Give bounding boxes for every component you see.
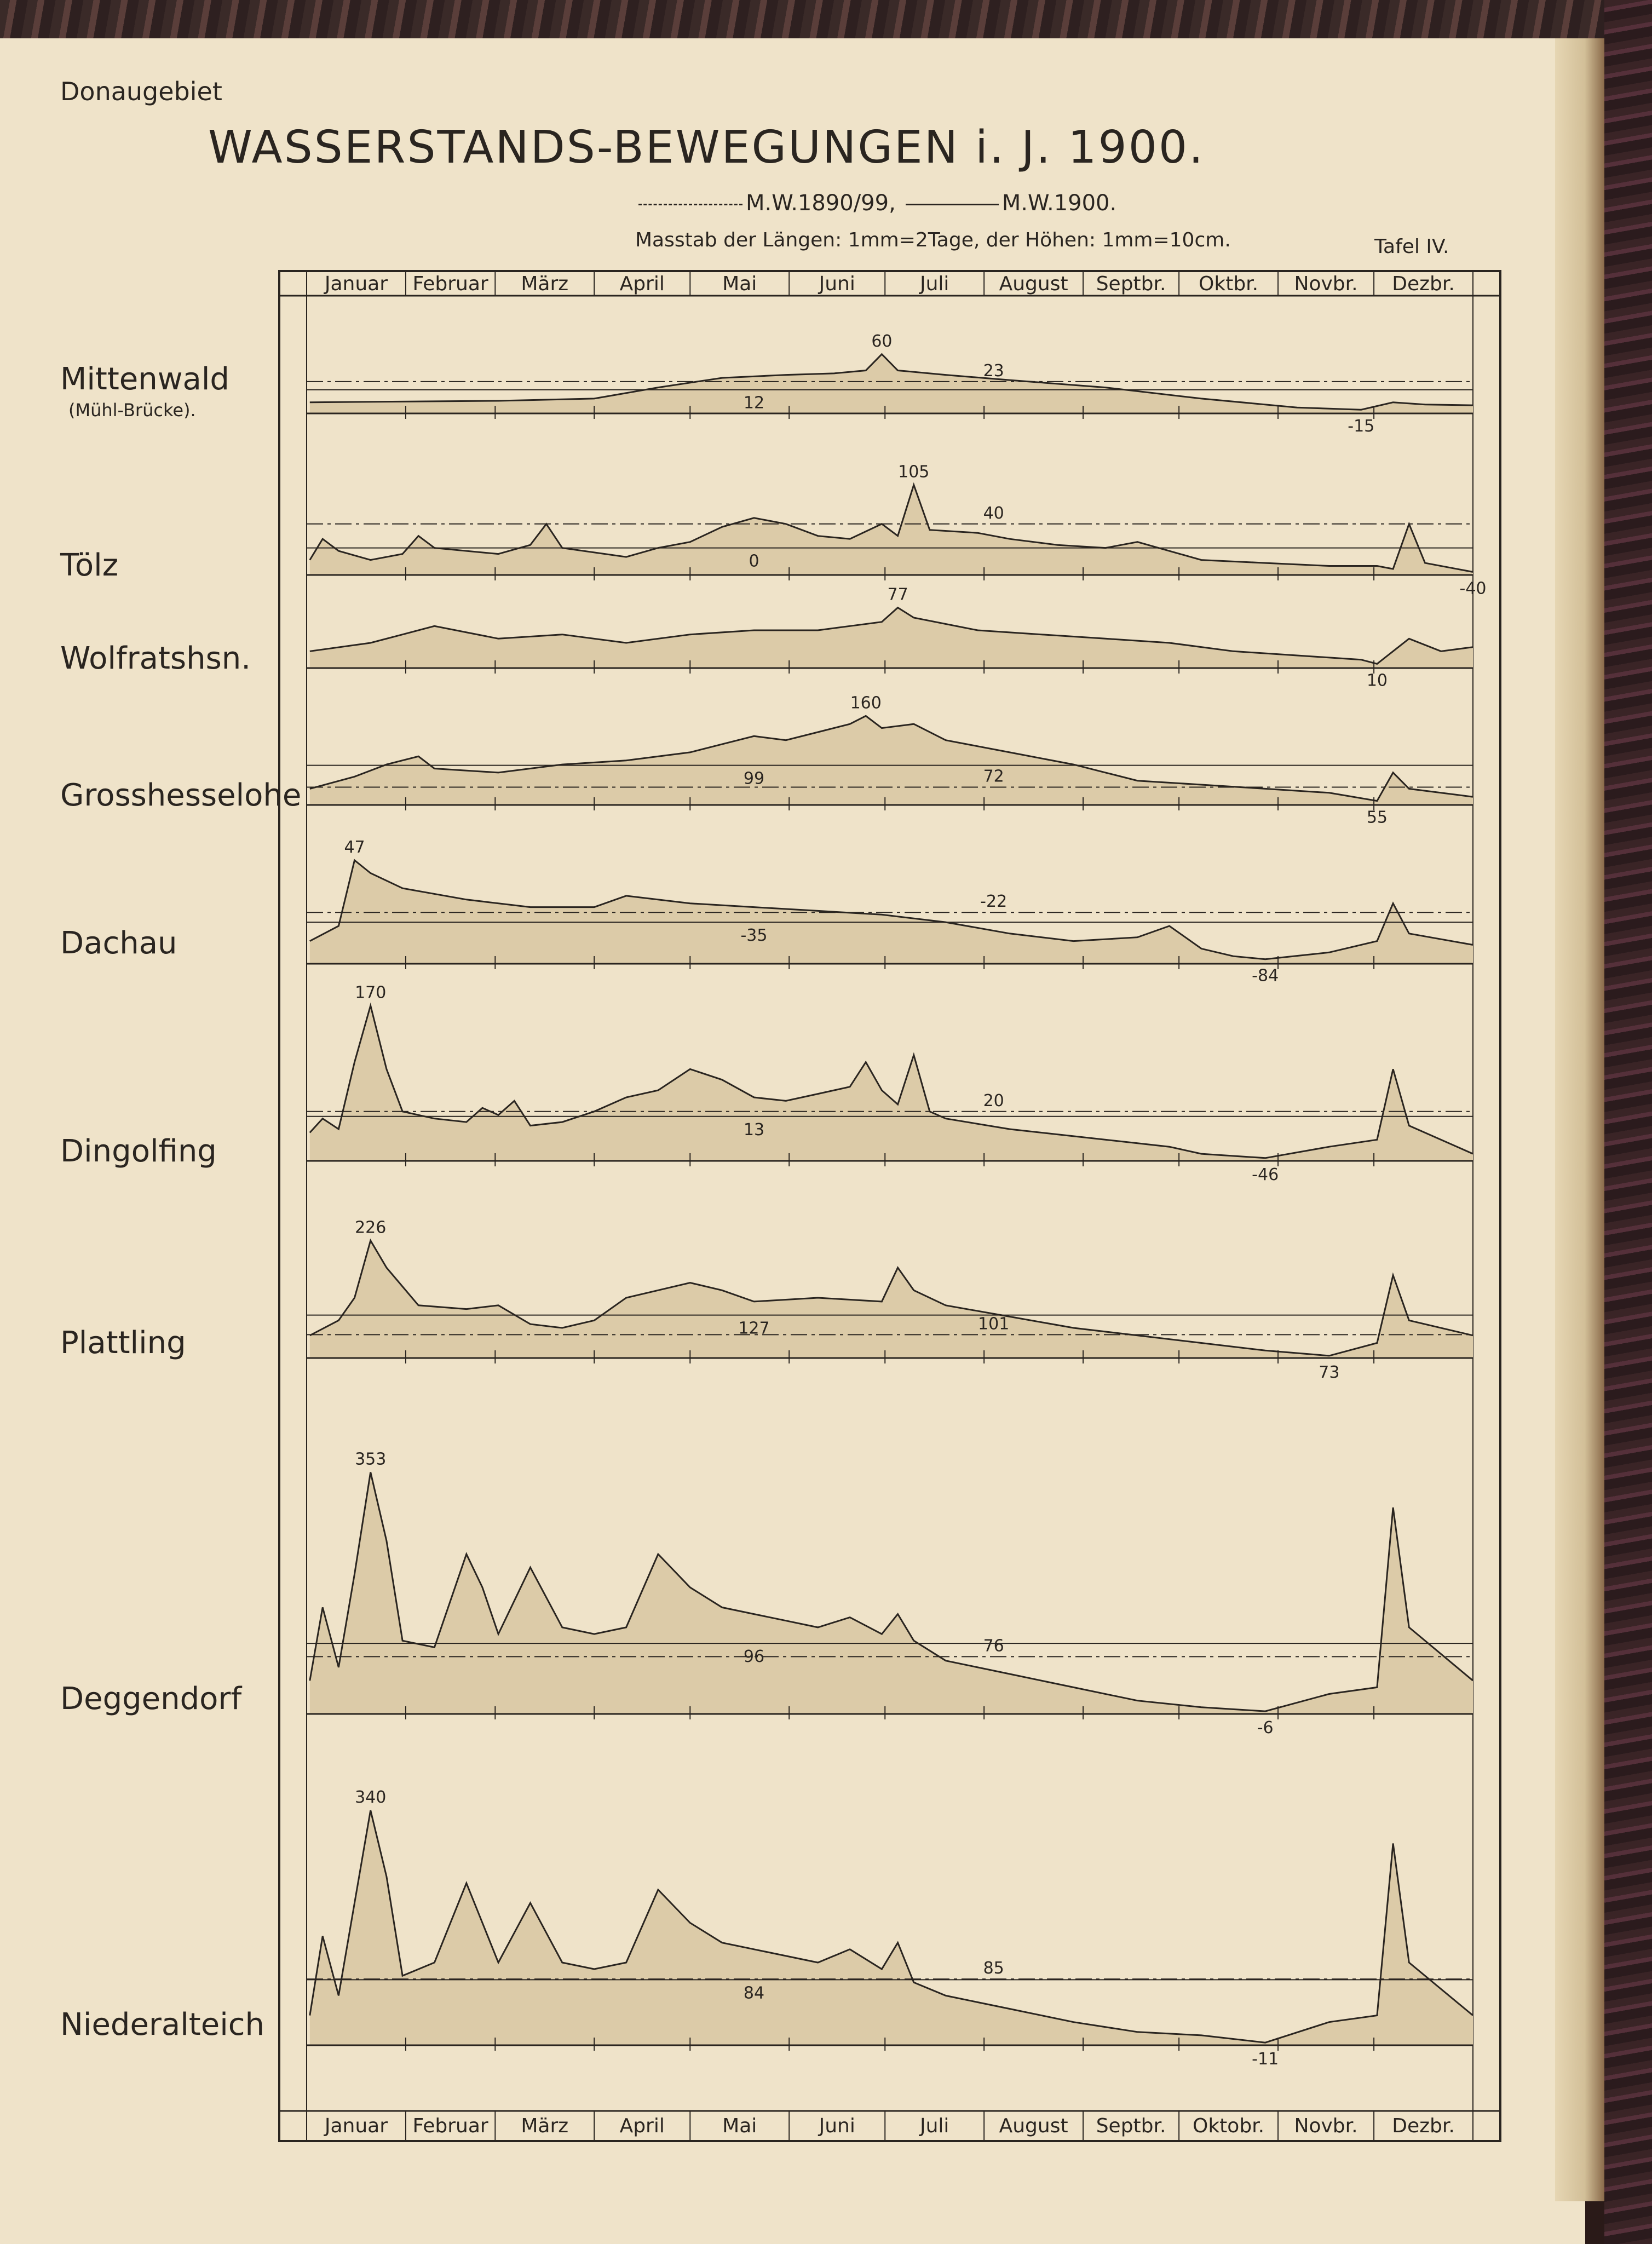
annotation-max: 77 <box>887 585 908 605</box>
annotation-mw-1890-99: 85 <box>983 1959 1004 1978</box>
annotation-mw-1890-99: 23 <box>983 361 1004 381</box>
annotation-mw-1890-99: 101 <box>978 1314 1010 1334</box>
month-label-bottom: Dezbr. <box>1392 2115 1455 2137</box>
month-label-top: Novbr. <box>1294 273 1358 295</box>
month-label-top: Oktbr. <box>1199 273 1259 295</box>
month-label-top: Januar <box>324 273 388 295</box>
annotation-min: -40 <box>1459 579 1487 599</box>
annotation-max: 47 <box>344 838 365 858</box>
annotation-max: 160 <box>850 693 882 713</box>
month-label-bottom: August <box>999 2115 1068 2137</box>
annotation-max: 353 <box>355 1449 387 1469</box>
annotation-mw-1900: 99 <box>743 769 765 789</box>
month-label-bottom: März <box>521 2115 569 2137</box>
annotation-min: 55 <box>1366 808 1388 827</box>
page-title: WASSERSTANDS-BEWEGUNGEN i. J. 1900. <box>208 122 1205 174</box>
plate-number: Tafel IV. <box>1374 235 1449 258</box>
station-name: Dingolfing <box>60 1133 217 1169</box>
annotation-mw-1890-99: 40 <box>983 503 1004 523</box>
hydrograph-area <box>310 485 1473 576</box>
annotation-max: 60 <box>871 331 893 351</box>
annotation-min: -11 <box>1252 2050 1279 2069</box>
annotation-min: 10 <box>1366 671 1388 691</box>
station-name: Plattling <box>60 1325 186 1361</box>
hydrograph-area <box>310 1241 1473 1359</box>
annotation-mw-1890-99: -22 <box>980 892 1008 912</box>
annotation-mw-1900: 84 <box>743 1983 765 2003</box>
annotation-max: 340 <box>355 1788 387 1808</box>
annotation-max: 105 <box>898 462 930 482</box>
scale-note: Masstab der Längen: 1mm=2Tage, der Höhen: 1mm=10cm. <box>635 229 1231 251</box>
month-label-top: August <box>999 273 1068 295</box>
annotation-mw-1890-99: 20 <box>983 1091 1004 1111</box>
month-label-top: Septbr. <box>1096 273 1166 295</box>
month-label-bottom: Novbr. <box>1294 2115 1358 2137</box>
annotation-mw-1900: -35 <box>740 926 768 946</box>
month-label-bottom: Oktobr. <box>1193 2115 1265 2137</box>
hydrograph-area <box>310 1005 1473 1161</box>
month-label-bottom: Januar <box>324 2115 388 2137</box>
legend-mean-label: M.W.1890/99, <box>746 191 896 216</box>
month-label-bottom: Juni <box>819 2115 855 2137</box>
annotation-mw-1900: 0 <box>749 551 759 571</box>
station-subname: (Mühl-Brücke). <box>68 400 196 421</box>
annotation-mw-1900: 127 <box>738 1319 770 1338</box>
month-label-bottom: Juli <box>919 2115 949 2137</box>
legend-year-label: M.W.1900. <box>1001 191 1117 216</box>
annotation-mw-1900: 13 <box>743 1120 765 1140</box>
station-name: Deggendorf <box>60 1681 242 1717</box>
annotation-max: 226 <box>355 1218 387 1238</box>
month-label-top: Juni <box>819 273 855 295</box>
station-name: Grosshesselohe <box>60 778 302 813</box>
annotation-max: 170 <box>355 983 387 1003</box>
annotation-mw-1890-99: 76 <box>983 1636 1004 1656</box>
annotation-mw-1900: 96 <box>743 1647 765 1667</box>
station-name: Mittenwald <box>60 361 229 397</box>
month-label-bottom: April <box>619 2115 665 2137</box>
month-label-bottom: Mai <box>722 2115 757 2137</box>
annotation-min: -6 <box>1257 1718 1274 1738</box>
region-label: Donaugebiet <box>60 77 222 106</box>
month-label-top: Dezbr. <box>1392 273 1455 295</box>
month-label-bottom: Februar <box>412 2115 488 2137</box>
station-name: Wolfratshsn. <box>60 641 251 676</box>
annotation-mw-1890-99: 72 <box>983 767 1004 786</box>
hydrograph-area <box>310 608 1473 668</box>
station-name: Niederalteich <box>60 2007 265 2042</box>
month-label-top: März <box>521 273 569 295</box>
annotation-min: -46 <box>1252 1165 1279 1184</box>
station-name: Tölz <box>60 548 119 583</box>
annotation-min: 73 <box>1319 1362 1340 1382</box>
month-label-top: Mai <box>722 273 757 295</box>
month-label-top: April <box>619 273 665 295</box>
month-label-bottom: Septbr. <box>1096 2115 1166 2137</box>
annotation-min: -15 <box>1348 417 1375 436</box>
station-name: Dachau <box>60 925 177 961</box>
annotation-mw-1900: 12 <box>743 393 765 413</box>
month-label-top: Juli <box>919 273 949 295</box>
month-label-top: Februar <box>412 273 488 295</box>
annotation-min: -84 <box>1252 966 1279 986</box>
